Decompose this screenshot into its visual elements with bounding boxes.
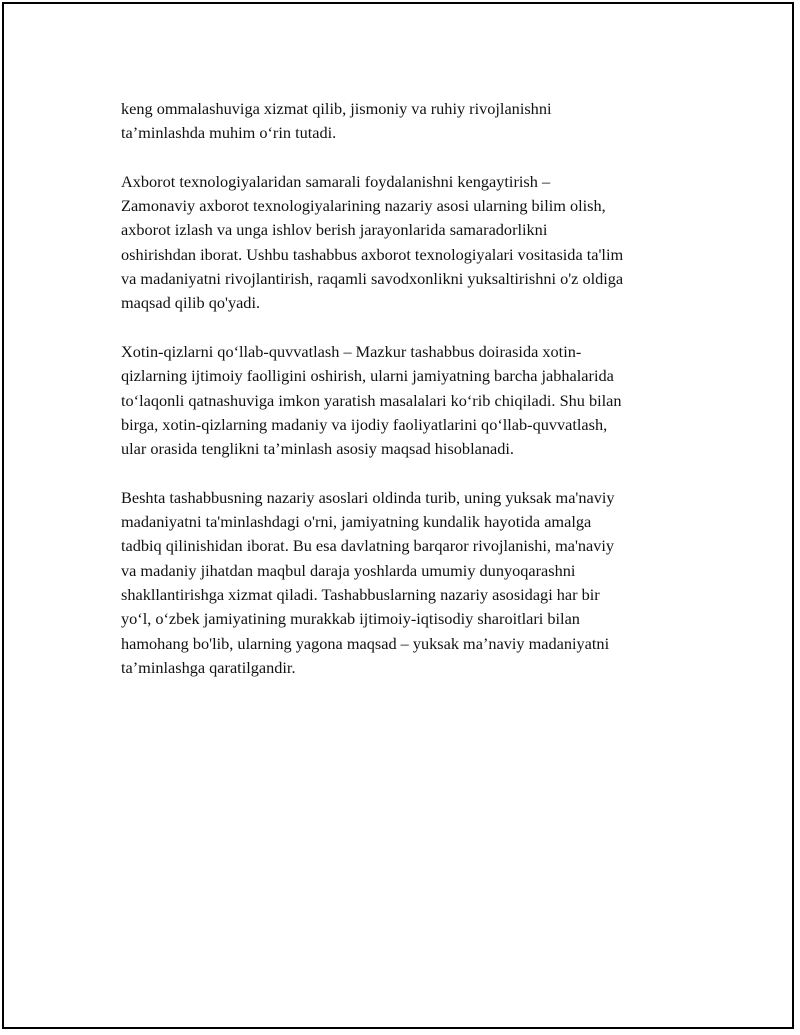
text-line: va madaniy jihatdan maqbul daraja yoshlarda umumiy dunyoqarashni [121,560,576,580]
text-line: to‘laqonli qatnashuviga imkon yaratish masalalari ko‘rib chiqiladi. Shu bilan [121,390,622,410]
paragraph-3 [121,340,701,461]
text-line: maqsad qilib qo'yadi. [121,293,261,313]
text-line: hamohang bo'lib, ularning yagona maqsad – yuksak ma’naviy madaniyatni [121,633,610,653]
text-line: tadbiq qilinishidan iborat. Bu esa davlatning barqaror rivojlanishi, ma'naviy [121,536,615,556]
text-line: va madaniyatni rivojlantirish, raqamli savodxonlikni yuksaltirishni o'z oldiga [121,269,624,289]
text-line: yo‘l, o‘zbek jamiyatining murakkab ijtimoiy-iqtisodiy sharoitlari bilan [121,609,580,629]
text-line: Zamonaviy axborot texnologiyalarining nazariy asosi ularning bilim olish, [121,196,606,216]
text-line: Xotin-qizlarni qo‘llab-quvvatlash – Mazkur tashabbus doirasida xotin- [121,341,582,361]
paragraph-2 [121,170,701,316]
page-frame [2,2,794,1029]
text-line: Axborot texnologiyalaridan samarali foydalanishni kengaytirish – [121,171,551,191]
paragraph-1 [121,97,701,146]
text-line: oshirishdan iborat. Ushbu tashabbus axborot texnologiyalari vositasida ta'lim [121,244,624,264]
text-line: keng ommalashuviga xizmat qilib, jismoniy va ruhiy rivojlanishni [121,99,552,118]
text-line: ular orasida tenglikni ta’minlash asosiy maqsad hisoblanadi. [121,439,514,459]
document-body [121,97,701,704]
text-line: shakllantirishga xizmat qiladi. Tashabbuslarning nazariy asosidagi har bir [121,584,600,604]
text-line: Beshta tashabbusning nazariy asoslari oldinda turib, uning yuksak ma'naviy [121,487,615,507]
text-line: ta’minlashga qaratilgandir. [121,657,296,677]
text-line: qizlarning ijtimoiy faolligini oshirish, ularni jamiyatning barcha jabhalarida [121,366,614,386]
text-line: birga, xotin-qizlarning madaniy va ijodiy faoliyatlarini qo‘llab-quvvatlash, [121,414,608,434]
paragraph-4 [121,486,701,680]
text-line: axborot izlash va unga ishlov berish jarayonlarida samaradorlikni [121,220,548,240]
text-line: ta’minlashda muhim o‘rin tutadi. [121,123,337,143]
text-line: madaniyatni ta'minlashdagi o'rni, jamiyatning kundalik hayotida amalga [121,512,592,532]
